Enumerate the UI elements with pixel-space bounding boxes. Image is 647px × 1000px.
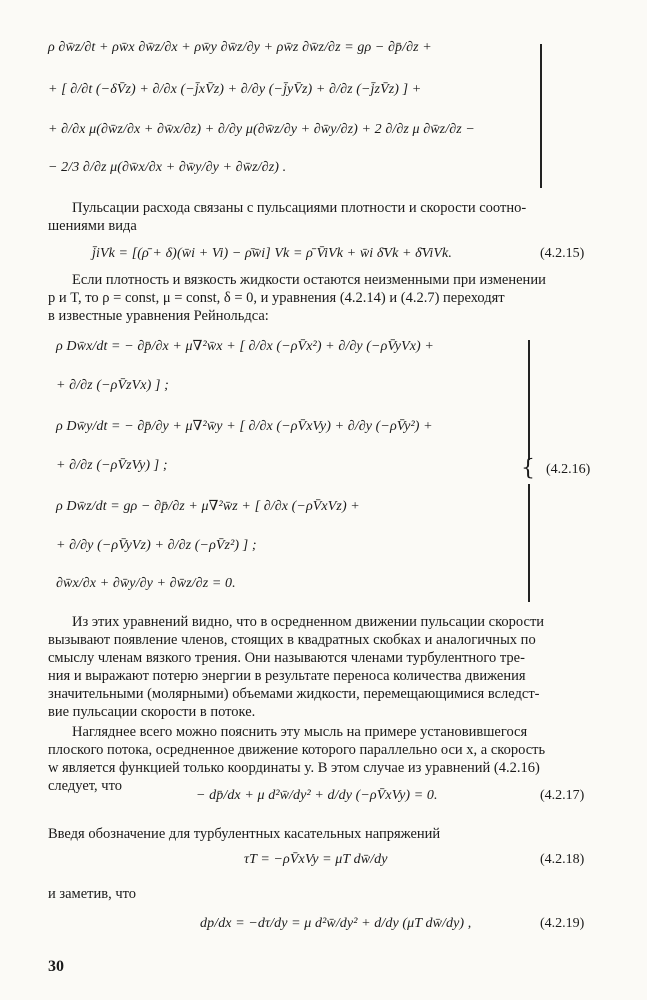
paragraph-line: шениями вида xyxy=(48,218,137,234)
paragraph-line: смыслу членам вязкого трения. Они называются членами турбулентного тре- xyxy=(48,650,525,666)
equation-group-brace-tip: { xyxy=(521,456,535,481)
equation-line: ρ Dw̄z/dt = gρ − ∂p̄/∂z + μ∇²w̄z + [ ∂/∂x (−ρV̄xVz) + xyxy=(56,499,360,514)
equation-line: ρ Dw̄y/dt = − ∂p̄/∂y + μ∇²w̄y + [ ∂/∂x (−ρV̄xVy) + ∂/∂y (−ρV̄y²) + xyxy=(56,419,433,434)
page-number: 30 xyxy=(48,958,64,975)
paragraph-line: в известные уравнения Рейнольдса: xyxy=(48,308,269,324)
equation-line: ρ ∂w̄z/∂t + ρw̄x ∂w̄z/∂x + ρw̄y ∂w̄z/∂y + ρw̄z ∂w̄z/∂z = gρ − ∂p̄/∂z + xyxy=(48,40,432,55)
equation-line: + [ ∂/∂t (−δV̄z) + ∂/∂x (−j̄xV̄z) + ∂/∂y (−j̄yV̄z) + ∂/∂z (−j̄zV̄z) ] + xyxy=(48,82,422,97)
paragraph-line: Если плотность и вязкость жидкости остаются неизменными при изменении xyxy=(72,272,546,288)
equation-group-brace-top xyxy=(528,340,530,460)
equation-4-2-19: dp/dx = −dτ/dy = μ d²w̄/dy² + d/dy (μT dw̄/dy) , xyxy=(200,916,472,931)
equation-line: + ∂/∂z (−ρV̄zVx) ] ; xyxy=(56,378,169,393)
equation-group-brace-bottom xyxy=(528,484,530,602)
paragraph-line: следует, что xyxy=(48,778,122,794)
paragraph-line: p и T, то ρ = const, μ = const, δ = 0, и уравнения (4.2.14) и (4.2.7) переходят xyxy=(48,290,505,306)
paragraph-line: вызывают появление членов, стоящих в квадратных скобках и аналогичных по xyxy=(48,632,536,648)
equation-line: + ∂/∂z (−ρV̄zVy) ] ; xyxy=(56,458,168,473)
equation-line: + ∂/∂y (−ρV̄yVz) + ∂/∂z (−ρV̄z²) ] ; xyxy=(56,538,257,553)
paragraph-line: Из этих уравнений видно, что в осредненном движении пульсации скорости xyxy=(72,614,545,630)
paragraph-line: вие пульсации скорости в потоке. xyxy=(48,704,256,720)
paragraph-line: ния и выражают потерю энергии в результате переноса количества движения xyxy=(48,668,526,684)
equation-number: (4.2.15) xyxy=(540,246,585,261)
paragraph-line: w является функцией только координаты y. В этом случае из уравнений (4.2.16) xyxy=(48,760,540,776)
equation-number: (4.2.19) xyxy=(540,916,585,931)
paragraph-line: плоского потока, осредненное движение которого параллельно оси x, а скорость xyxy=(48,742,546,758)
paragraph-line: значительными (молярными) объемами жидкости, перемещающимися вследст- xyxy=(48,686,540,702)
paragraph-line: Пульсации расхода связаны с пульсациями плотности и скорости соотно- xyxy=(72,200,527,216)
equation-line: ∂w̄x/∂x + ∂w̄y/∂y + ∂w̄z/∂z = 0. xyxy=(56,576,236,591)
equation-number: (4.2.18) xyxy=(540,852,585,867)
equation-group-bracket xyxy=(540,44,542,188)
equation-line: ρ Dw̄x/dt = − ∂p̄/∂x + μ∇²w̄x + [ ∂/∂x (−ρV̄x²) + ∂/∂y (−ρV̄yVx) + xyxy=(56,339,434,354)
equation-line: − 2/3 ∂/∂z μ(∂w̄x/∂x + ∂w̄y/∂y + ∂w̄z/∂z) . xyxy=(48,160,287,175)
equation-number: (4.2.16) xyxy=(546,462,591,477)
paragraph-line: и заметив, что xyxy=(48,886,137,902)
equation-line: + ∂/∂x μ(∂w̄z/∂x + ∂w̄x/∂z) + ∂/∂y μ(∂w̄z/∂y + ∂w̄y/∂z) + 2 ∂/∂z μ ∂w̄z/∂z − xyxy=(48,122,475,137)
paragraph-line: Нагляднее всего можно пояснить эту мысль на примере установившегося xyxy=(72,724,528,740)
equation-4-2-15: j̄iVk = [(ρ̄ + δ)(w̄i + Vi) − ρ̄w̄i] Vk = ρ̄ V̄iVk + w̄i δ̄Vk + δ̄ViVk. xyxy=(92,246,452,261)
equation-4-2-18: τT = −ρV̄xVy = μT dw̄/dy xyxy=(244,852,388,867)
equation-number: (4.2.17) xyxy=(540,788,585,803)
equation-4-2-17: − dp̄/dx + μ d²w̄/dy² + d/dy (−ρV̄xVy) = 0. xyxy=(196,788,438,803)
paragraph-line: Введя обозначение для турбулентных касательных напряжений xyxy=(48,826,441,842)
